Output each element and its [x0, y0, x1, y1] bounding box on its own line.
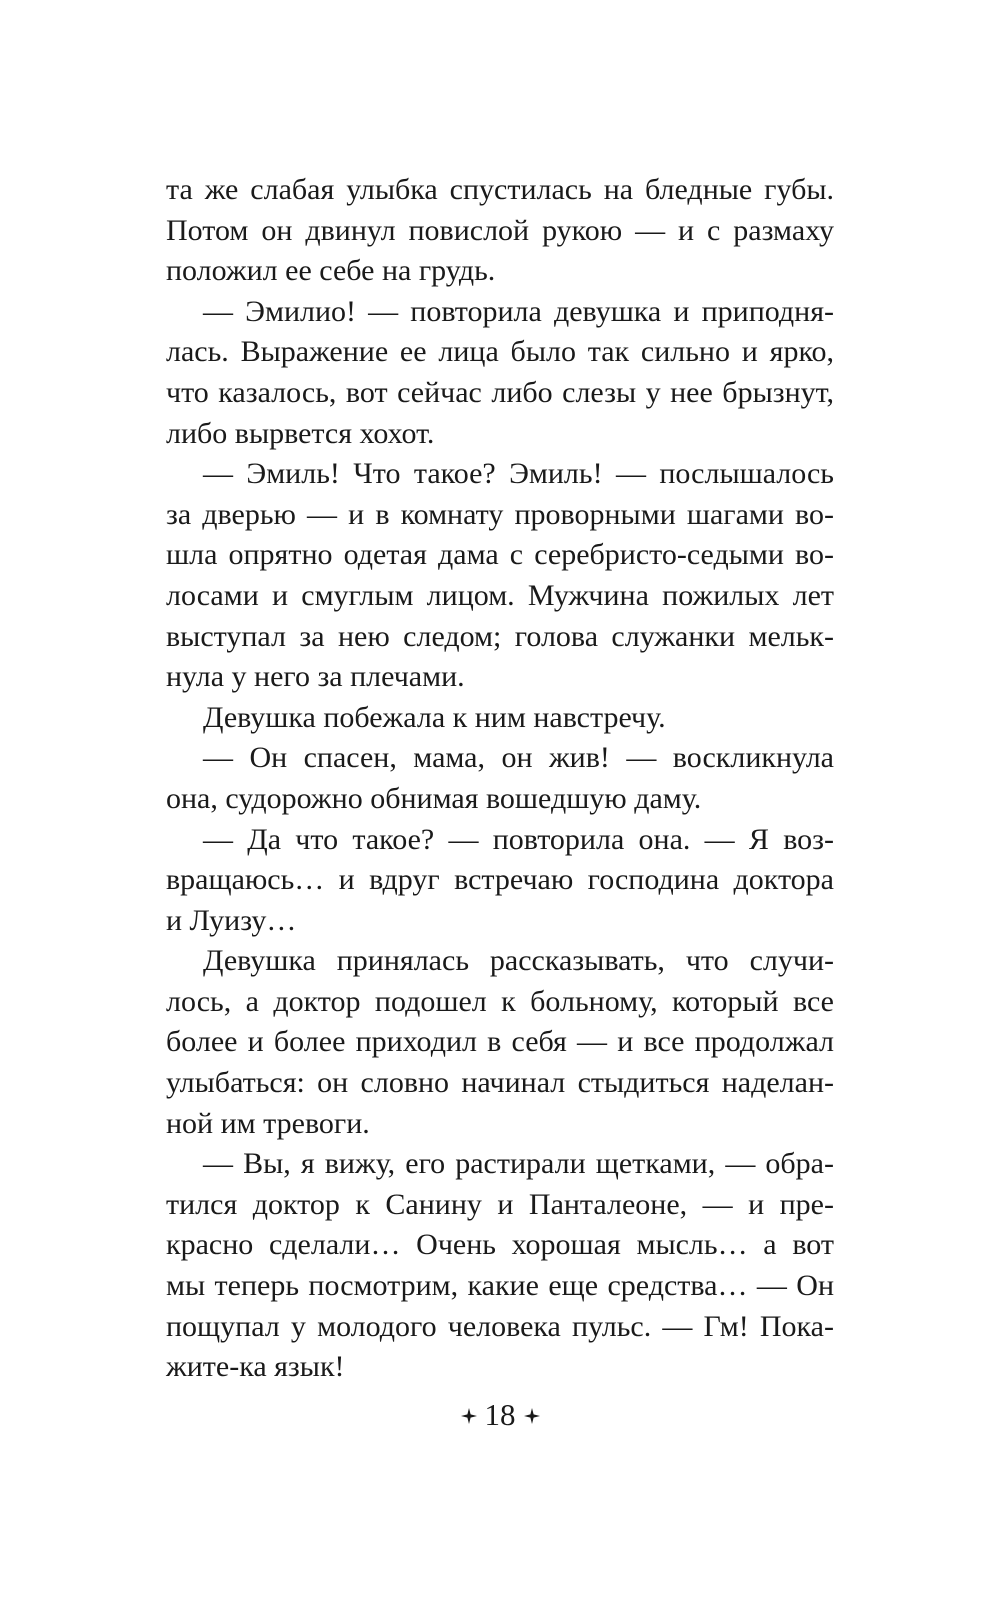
text-line: улыбаться: он словно начинал стыдиться наделан- — [166, 1066, 834, 1100]
text-line: лосами и смуглым лицом. Мужчина пожилых лет — [166, 578, 834, 612]
text-line: мы теперь посмотрим, какие еще средства… — Он — [166, 1269, 834, 1303]
text-line: — Вы, я вижу, его растирали щетками, — обра- — [203, 1147, 834, 1181]
text-line: — Эмиль! Что такое? Эмиль! — послышалось — [203, 457, 834, 491]
text-line: и Луизу… — [166, 903, 297, 937]
text-line: положил ее себе на грудь. — [166, 254, 496, 288]
text-line: пощупал у молодого человека пульс. — Гм! Пока- — [166, 1309, 834, 1343]
text-line: либо вырвется хохот. — [166, 416, 435, 450]
text-line: Потом он двинул повислой рукою — и с размаху — [166, 213, 834, 247]
text-line: — Да что такое? — повторила она. — Я воз- — [203, 822, 834, 856]
page-folio — [0, 1395, 1000, 1435]
four-point-star-icon — [461, 1408, 477, 1424]
text-line: тился доктор к Санину и Панталеоне, — и пре- — [166, 1187, 834, 1221]
text-line: шла опрятно одетая дама с серебристо-седыми во- — [166, 538, 834, 572]
text-line: более и более приходил в себя — и все продолжал — [166, 1025, 834, 1059]
text-line: выступал за нею следом; голова служанки мельк- — [166, 619, 834, 653]
text-line: ной им тревоги. — [166, 1106, 370, 1140]
text-line: вращаюсь… и вдруг встречаю господина доктора — [166, 863, 834, 897]
body-text — [166, 170, 834, 1388]
text-line: — Эмилио! — повторила девушка и приподня- — [203, 294, 834, 328]
text-line: Девушка принялась рассказывать, что случи- — [203, 944, 834, 978]
text-line: она, судорожно обнимая вошедшую даму. — [166, 781, 702, 815]
text-line: лось, а доктор подошел к больному, который все — [166, 984, 834, 1018]
text-line: нула у него за плечами. — [166, 660, 465, 694]
text-line: та же слабая улыбка спустилась на бледные губы. — [166, 173, 834, 206]
text-line: жите-ка язык! — [166, 1350, 345, 1384]
text-line: лась. Выражение ее лица было так сильно и ярко, — [166, 335, 834, 369]
text-line: — Он спасен, мама, он жив! — воскликнула — [203, 741, 834, 775]
text-line: за дверью — и в комнату проворными шагами во- — [166, 497, 834, 531]
text-line: что казалось, вот сейчас либо слезы у нее брызнут, — [166, 375, 834, 409]
text-line: красно сделали… Очень хорошая мысль… а вот — [166, 1228, 834, 1262]
page-number: 18 — [484, 1397, 516, 1432]
text-line: Девушка побежала к ним навстречу. — [203, 700, 666, 734]
four-point-star-icon — [524, 1408, 540, 1424]
